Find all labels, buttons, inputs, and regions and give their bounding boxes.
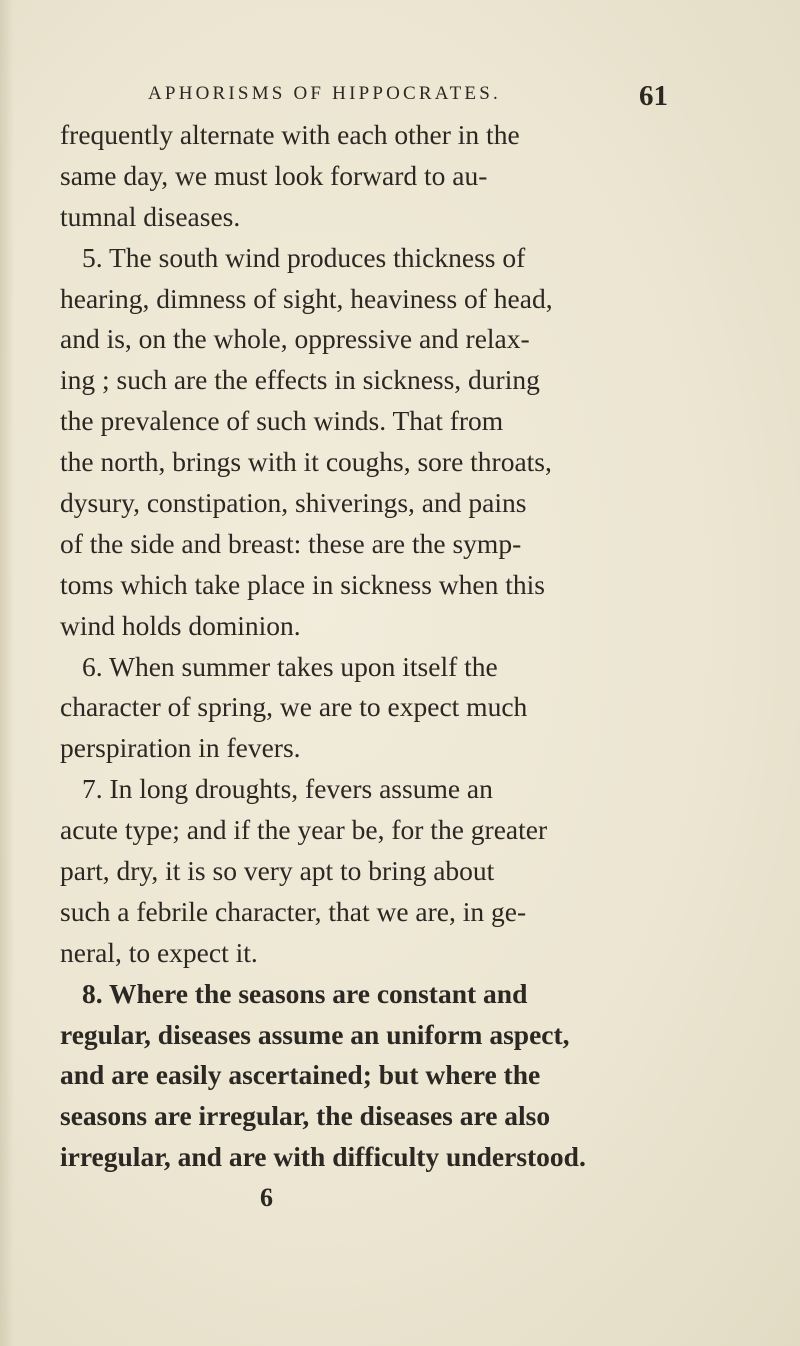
text-line: frequently alternate with each other in the: [60, 119, 520, 150]
text-line: ing ; such are the effects in sickness, during: [60, 364, 540, 396]
text-line: toms which take place in sickness when this: [60, 568, 545, 600]
text-line: dysury, constipation, shiverings, and pains: [60, 487, 527, 519]
text-line: regular, diseases assume an uniform aspect,: [60, 1018, 570, 1050]
text-line: perspiration in fevers.: [60, 732, 301, 764]
text-line: of the side and breast: these are the symp-: [60, 527, 522, 559]
aphorism-6-start: 6. When summer takes upon itself the: [82, 650, 498, 682]
text-line: tumnal diseases.: [60, 200, 241, 232]
text-line: part, dry, it is so very apt to bring about: [60, 855, 495, 887]
text-line: same day, we must look forward to au-: [60, 159, 488, 191]
text-line: the north, brings with it coughs, sore throats,: [60, 446, 552, 478]
text-line: the prevalence of such winds. That from: [60, 405, 504, 437]
text-line: seasons are irregular, the diseases are also: [60, 1100, 551, 1132]
aphorism-8-start: 8. Where the seasons are constant and: [82, 977, 528, 1009]
text-line: acute type; and if the year be, for the greater: [60, 814, 548, 846]
body-text: [60, 115, 630, 1178]
text-line: character of spring, we are to expect much: [60, 691, 528, 723]
text-line: irregular, and are with difficulty understood.: [60, 1141, 586, 1173]
aphorism-5-start: 5. The south wind produces thickness of: [82, 241, 526, 273]
text-line: neral, to expect it.: [60, 936, 258, 968]
gutter-shadow: [0, 0, 14, 1346]
page-number: 61: [639, 80, 668, 112]
running-head: [148, 74, 668, 114]
text-line: and are easily ascertained; but where the: [60, 1059, 541, 1091]
signature-mark: 6: [260, 1183, 273, 1212]
running-head-title: APHORISMS OF HIPPOCRATES.: [148, 83, 501, 104]
text-line: and is, on the whole, oppressive and relax-: [60, 323, 530, 355]
aphorism-7-start: 7. In long droughts, fevers assume an: [82, 773, 493, 805]
text-line: wind holds dominion.: [60, 609, 301, 641]
text-line: such a febrile character, that we are, in ge-: [60, 895, 527, 927]
text-line: hearing, dimness of sight, heaviness of head,: [60, 282, 553, 314]
